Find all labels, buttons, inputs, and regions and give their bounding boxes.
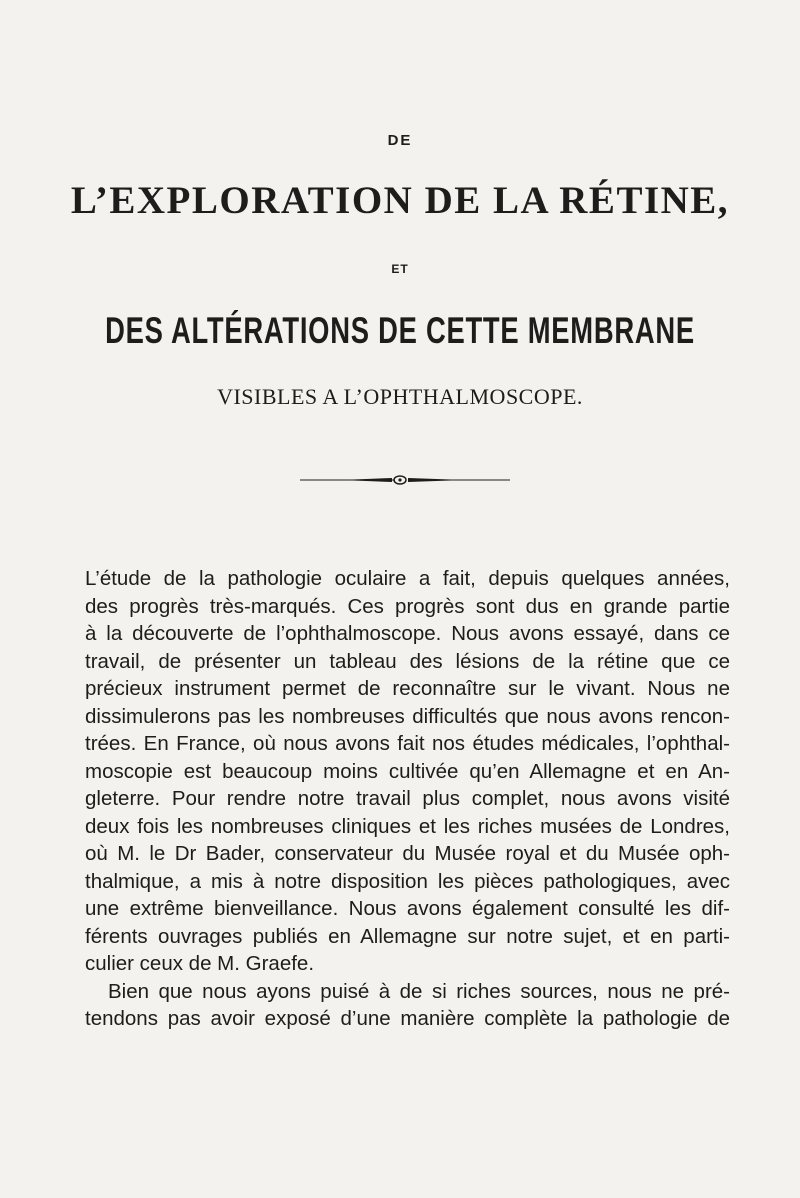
text-line: où M. le Dr Bader, conservateur du Musée royal et du Musée oph- — [85, 842, 730, 865]
text-line: deux fois les nombreuses cliniques et les riches musées de Londres, — [85, 814, 730, 838]
title-main: L’EXPLORATION DE LA RÉTINE, — [70, 179, 730, 222]
text-line: tendons pas avoir exposé d’une manière complète la pathologie de — [85, 1007, 730, 1030]
text-line: gleterre. Pour rendre notre travail plus complet, nous avons visité — [85, 787, 730, 810]
text-line: L’étude de la pathologie oculaire a fait, depuis quelques années, — [85, 567, 730, 590]
scroll-rule-ornament-icon — [300, 474, 510, 486]
text-line: Bien que nous ayons puisé à de si riches sources, nous ne pré- — [108, 979, 730, 1003]
text-line: une extrême bienveillance. Nous avons également consulté les dif- — [85, 897, 730, 920]
text-line: férents ouvrages publiés en Allemagne sur notre sujet, et en parti- — [85, 924, 730, 948]
text-line: culier ceux de M. Graefe. — [85, 952, 315, 975]
title-conjunction: ET — [391, 262, 409, 276]
text-line: à la découverte de l’ophthalmoscope. Nous avons essayé, dans ce — [85, 622, 730, 645]
text-line: trées. En France, où nous avons fait nos études médicales, l’ophthal- — [85, 732, 730, 755]
text-line: travail, de présenter un tableau des lésions de la rétine que ce — [85, 649, 730, 673]
text-line: des progrès très-marqués. Ces progrès sont dus en grande partie — [85, 594, 730, 618]
text-line: dissimulerons pas les nombreuses difficultés que nous avons rencon- — [85, 704, 730, 728]
title-preposition: DE — [387, 132, 413, 149]
title-subtitle: VISIBLES A L’OPHTHALMOSCOPE. — [217, 384, 583, 409]
body-paragraphs — [85, 565, 730, 1033]
text-line: moscopie est beaucoup moins cultivée qu’en Allemagne et en An- — [85, 759, 730, 783]
text-line: thalmique, a mis à notre disposition les pièces pathologiques, avec — [85, 869, 730, 893]
text-line: précieux instrument permet de reconnaître sur le vivant. Nous ne — [85, 677, 730, 700]
title-secondary: DES ALTÉRATIONS DE CETTE MEMBRANE — [105, 310, 695, 351]
